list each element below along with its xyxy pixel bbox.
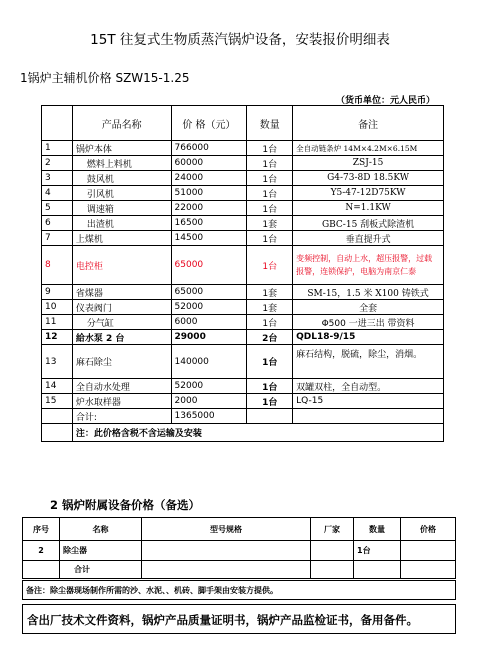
row-remark: SM-15，1.5 米 X100 铸铁式 <box>293 285 444 300</box>
row-remark: 麻石结构，脱硫，除尘，消烟。 <box>293 345 444 379</box>
row-remark: G4-73-8D 18.5KW <box>293 171 444 186</box>
total-price-cell <box>401 561 456 579</box>
row-remark: 全自动链条炉 14M×4.2M×6.15M <box>293 141 444 156</box>
footer-note: 含出厂技术文件资料，锅炉产品质量证明书，锅炉产品监检证书，备用备件。 <box>22 604 456 634</box>
total-value: 1365000 <box>171 409 247 424</box>
row-remark: 全套 <box>293 300 444 315</box>
row-qty: 1台 <box>247 231 293 246</box>
row-name: 上煤机 <box>72 231 171 246</box>
row-qty: 1套 <box>247 216 293 231</box>
table-row <box>42 315 444 330</box>
header-model: 型号规格 <box>142 518 311 541</box>
row-price: 65000 <box>171 285 247 300</box>
row-no: 8 <box>42 246 73 285</box>
total-row <box>42 409 444 424</box>
table-row <box>42 201 444 216</box>
section2-heading: 2 锅炉附属设备价格（备选） <box>50 498 201 512</box>
total-maker-cell <box>311 561 354 579</box>
table-row <box>42 330 444 345</box>
row-no: 4 <box>42 186 73 201</box>
row-remark: GBC-15 刮板式除渣机 <box>293 216 444 231</box>
row-remark: Y5-47-12D75KW <box>293 186 444 201</box>
table-header-row <box>23 518 456 541</box>
row-name: 电控柜 <box>72 246 171 285</box>
row-no: 2 <box>23 541 60 561</box>
row-price: 52000 <box>171 379 247 394</box>
row-no: 13 <box>42 345 73 379</box>
table-row <box>23 541 456 561</box>
row-price: 2000 <box>171 394 247 409</box>
row-qty: 1台 <box>354 541 401 561</box>
row-no: 5 <box>42 201 73 216</box>
row-qty: 2台 <box>247 330 293 345</box>
row-price: 766000 <box>171 141 247 156</box>
row-no: 6 <box>42 216 73 231</box>
row-qty: 1套 <box>247 300 293 315</box>
total-qty-cell <box>247 409 293 424</box>
total-no-cell <box>42 409 73 424</box>
row-maker <box>311 541 354 561</box>
header-price: 价格 <box>401 518 456 541</box>
currency-note: （货币单位：元人民币） <box>336 96 436 106</box>
row-name: 燃料上料机 <box>72 156 171 171</box>
row-name: 引风机 <box>72 186 171 201</box>
table-row <box>42 141 444 156</box>
row-no: 7 <box>42 231 73 246</box>
row-qty: 1套 <box>247 285 293 300</box>
total-label: 合计 <box>60 561 142 579</box>
row-qty: 1台 <box>247 315 293 330</box>
header-product-name: 产品名称 <box>72 106 171 141</box>
row-qty: 1台 <box>247 201 293 216</box>
row-price: 14500 <box>171 231 247 246</box>
total-remark-cell <box>293 409 444 424</box>
header-remark: 备注 <box>293 106 444 141</box>
row-name: 分气缸 <box>72 315 171 330</box>
remark-note: 备注：除尘器现场制作所需的沙、水泥、、机砖、脚手架由安装方提供。 <box>22 580 456 600</box>
row-name: 锅炉本体 <box>72 141 171 156</box>
total-row <box>23 561 456 579</box>
header-qty: 数量 <box>247 106 293 141</box>
row-remark: ZSJ-15 <box>293 156 444 171</box>
note-no-cell <box>42 424 73 442</box>
row-remark: N=1.1KW <box>293 201 444 216</box>
row-price: 140000 <box>171 345 247 379</box>
row-name: 调速箱 <box>72 201 171 216</box>
header-price: 价 格（元） <box>171 106 247 141</box>
row-no: 10 <box>42 300 73 315</box>
row-price: 65000 <box>171 246 247 285</box>
row-price <box>401 541 456 561</box>
row-name: 給水泵 2 台 <box>72 330 171 345</box>
row-remark: Φ500 一进三出 带资料 <box>293 315 444 330</box>
table-row <box>42 345 444 379</box>
row-price: 52000 <box>171 300 247 315</box>
accessory-table <box>22 517 456 579</box>
header-qty: 数量 <box>354 518 401 541</box>
table-row <box>42 285 444 300</box>
row-qty: 1台 <box>247 141 293 156</box>
row-no: 1 <box>42 141 73 156</box>
row-remark: 变频控制，自动上水，超压报警，过载报警，连锁保护，电脑为南京仁泰 <box>293 246 444 285</box>
row-no: 2 <box>42 156 73 171</box>
row-price: 51000 <box>171 186 247 201</box>
table-row <box>42 300 444 315</box>
row-qty: 1台 <box>247 186 293 201</box>
table-row <box>42 231 444 246</box>
row-name: 除尘器 <box>60 541 142 561</box>
section1-heading: 1锅炉主辅机价格 SZW15-1.25 <box>20 71 190 85</box>
table-row <box>42 216 444 231</box>
row-qty: 1台 <box>247 394 293 409</box>
row-no: 9 <box>42 285 73 300</box>
row-name: 出渣机 <box>72 216 171 231</box>
header-maker: 厂家 <box>311 518 354 541</box>
row-qty: 1台 <box>247 171 293 186</box>
row-qty: 1台 <box>247 156 293 171</box>
table-row <box>42 171 444 186</box>
row-price: 6000 <box>171 315 247 330</box>
row-price: 60000 <box>171 156 247 171</box>
page-title: 15T 往复式生物质蒸汽锅炉设备，安装报价明细表 <box>90 32 390 48</box>
row-price: 16500 <box>171 216 247 231</box>
row-no: 14 <box>42 379 73 394</box>
row-remark: 垂直提升式 <box>293 231 444 246</box>
table-row <box>42 186 444 201</box>
table-row <box>42 379 444 394</box>
total-label: 合计: <box>72 409 171 424</box>
row-price: 29000 <box>171 330 247 345</box>
row-remark: 双罐双柱，全自动型。 <box>293 379 444 394</box>
row-name: 省煤器 <box>72 285 171 300</box>
header-name: 名称 <box>60 518 142 541</box>
row-no: 12 <box>42 330 73 345</box>
row-price: 24000 <box>171 171 247 186</box>
row-name: 仪表阀门 <box>72 300 171 315</box>
main-price-table <box>41 105 444 442</box>
table-row <box>42 246 444 285</box>
row-no: 15 <box>42 394 73 409</box>
row-qty: 1台 <box>247 379 293 394</box>
header-no <box>42 106 73 141</box>
note-row <box>42 424 444 442</box>
row-name: 炉水取样器 <box>72 394 171 409</box>
row-no: 11 <box>42 315 73 330</box>
total-no-cell <box>23 561 60 579</box>
table-row <box>42 394 444 409</box>
row-remark: QDL18-9/15 <box>293 330 444 345</box>
header-no: 序号 <box>23 518 60 541</box>
row-no: 3 <box>42 171 73 186</box>
row-model <box>142 541 311 561</box>
table-row <box>42 156 444 171</box>
total-qty-cell <box>354 561 401 579</box>
row-name: 全自动水处理 <box>72 379 171 394</box>
tax-note: 注：此价格含税不含运输及安装 <box>72 424 443 442</box>
row-remark: LQ-15 <box>293 394 444 409</box>
table-header-row <box>42 106 444 141</box>
total-model-cell <box>142 561 311 579</box>
row-name: 麻石除尘 <box>72 345 171 379</box>
row-qty: 1台 <box>247 345 293 379</box>
row-qty: 1台 <box>247 246 293 285</box>
row-price: 22000 <box>171 201 247 216</box>
row-name: 鼓风机 <box>72 171 171 186</box>
